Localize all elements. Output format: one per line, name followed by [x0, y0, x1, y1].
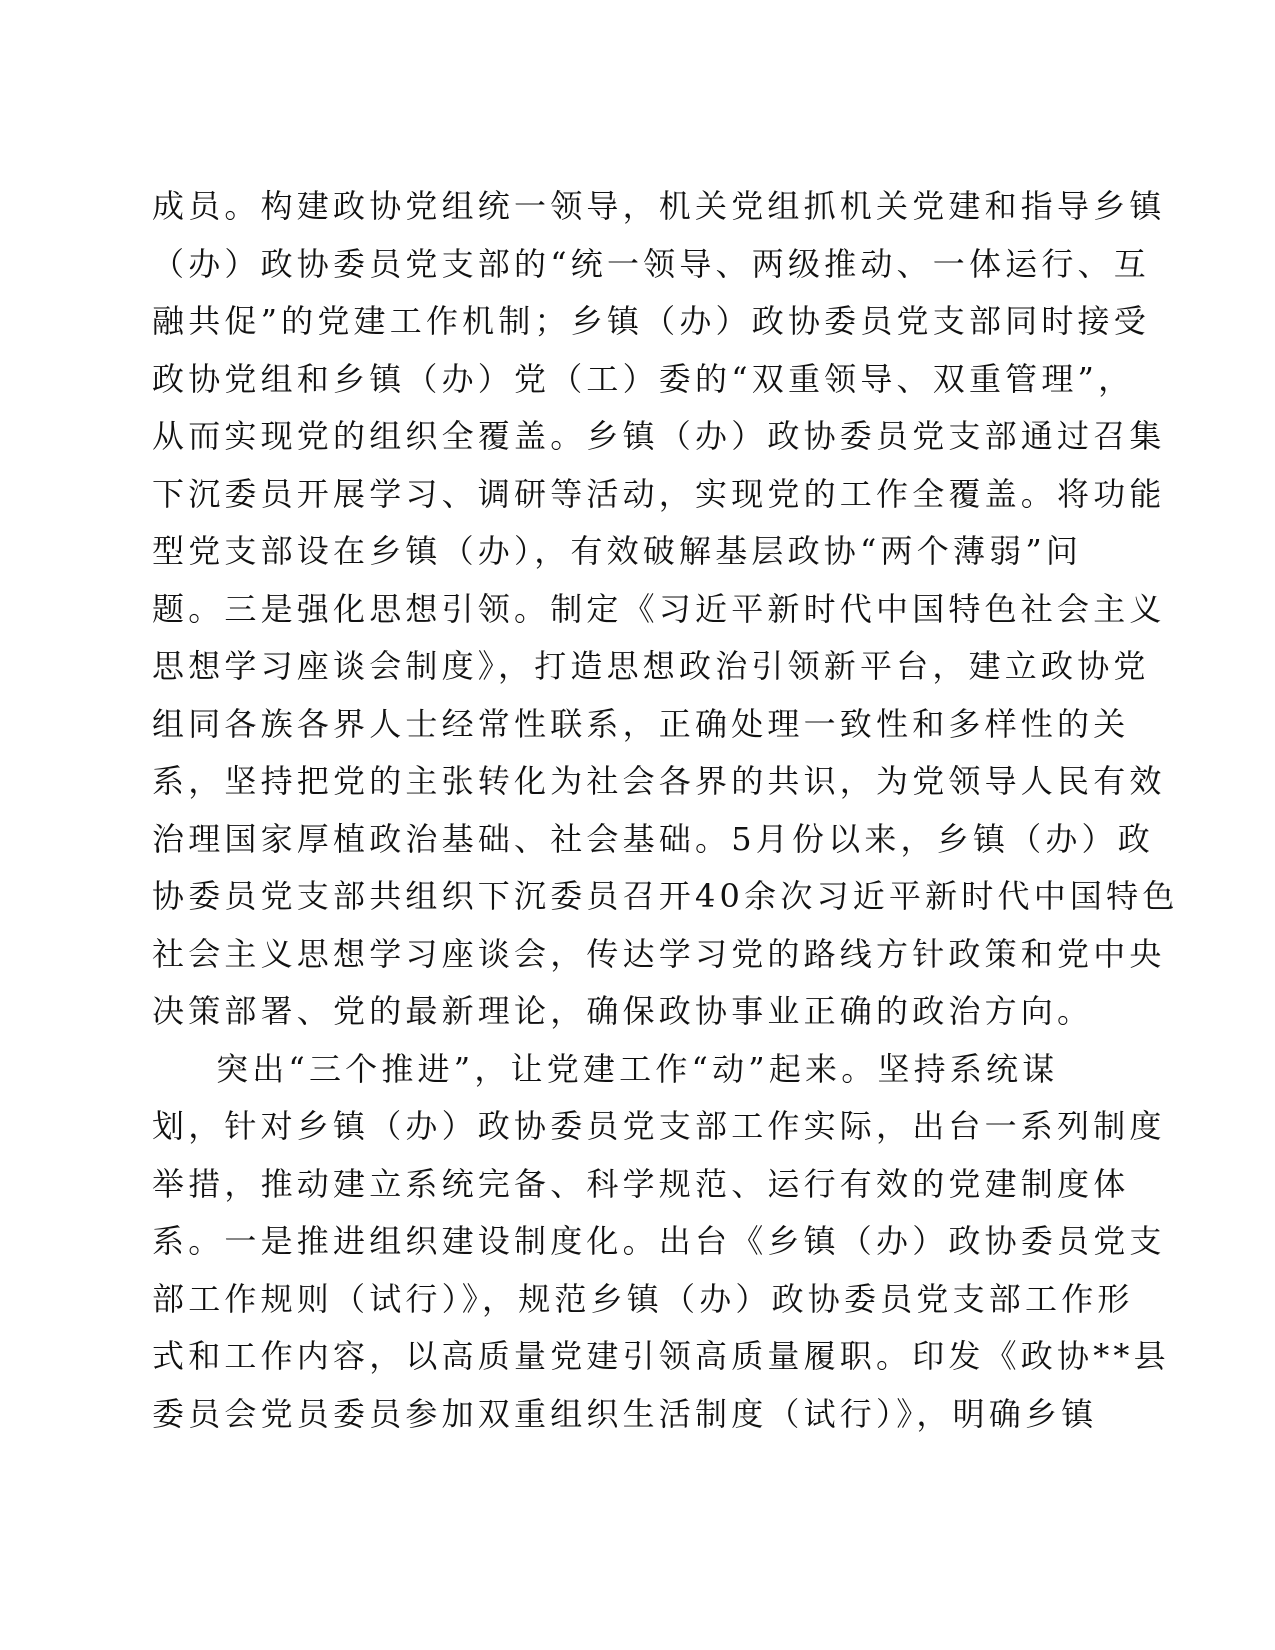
- text-line: 系，坚持把党的主张转化为社会各界的共识，为党领导人民有效: [152, 762, 1166, 800]
- text-line: 社会主义思想学习座谈会，传达学习党的路线方针政策和党中央: [152, 934, 1166, 973]
- text-line: 从而实现党的组织全覆盖。乡镇（办）政协委员党支部通过召集: [152, 417, 1166, 455]
- text-line: 部工作规则（试行）》，规范乡镇（办）政协委员党支部工作形: [152, 1279, 1134, 1318]
- text-line: 思想学习座谈会制度》，打造思想政治引领新平台，建立政协党: [152, 647, 1150, 685]
- text-line: 系。一是推进组织建设制度化。出台《乡镇（办）政协委员党支: [152, 1222, 1166, 1260]
- text-line: 组同各族各界人士经常性联系，正确处理一致性和多样性的关: [152, 704, 1130, 743]
- text-line: 融共促”的党建工作机制；乡镇（办）政协委员党支部同时接受: [152, 302, 1150, 340]
- text-line: 举措，推动建立系统完备、科学规范、运行有效的党建制度体: [152, 1164, 1130, 1203]
- text-line: 题。三是强化思想引领。制定《习近平新时代中国特色社会主义: [152, 589, 1166, 628]
- text-line: 型党支部设在乡镇（办），有效破解基层政协“两个薄弱”问: [152, 532, 1083, 570]
- text-line: （办）政协委员党支部的“统一领导、两级推动、一体运行、互: [152, 244, 1150, 283]
- body-text: [152, 178, 1179, 1443]
- paragraph-first-line: 突出“三个推进”，让党建工作“动”起来。坚持系统谋: [216, 1049, 1059, 1088]
- text-line: 委员会党员委员参加双重组织生活制度（试行）》，明确乡镇: [152, 1394, 1098, 1433]
- text-line: 式和工作内容，以高质量党建引领高质量履职。印发《政协**县: [152, 1337, 1170, 1375]
- text-line: 下沉委员开展学习、调研等活动，实现党的工作全覆盖。将功能: [152, 474, 1166, 513]
- text-line: 政协党组和乡镇（办）党（工）委的“双重领导、双重管理”，: [152, 359, 1135, 398]
- text-line: 决策部署、党的最新理论，确保政协事业正确的政治方向。: [152, 992, 1094, 1030]
- text-line: 成员。构建政协党组统一领导，机关党组抓机关党建和指导乡镇: [152, 187, 1166, 225]
- text-line: 治理国家厚植政治基础、社会基础。5月份以来，乡镇（办）政: [152, 819, 1154, 858]
- text-line: 划，针对乡镇（办）政协委员党支部工作实际，出台一系列制度: [152, 1107, 1166, 1145]
- text-line: 协委员党支部共组织下沉委员召开40余次习近平新时代中国特色: [152, 877, 1179, 915]
